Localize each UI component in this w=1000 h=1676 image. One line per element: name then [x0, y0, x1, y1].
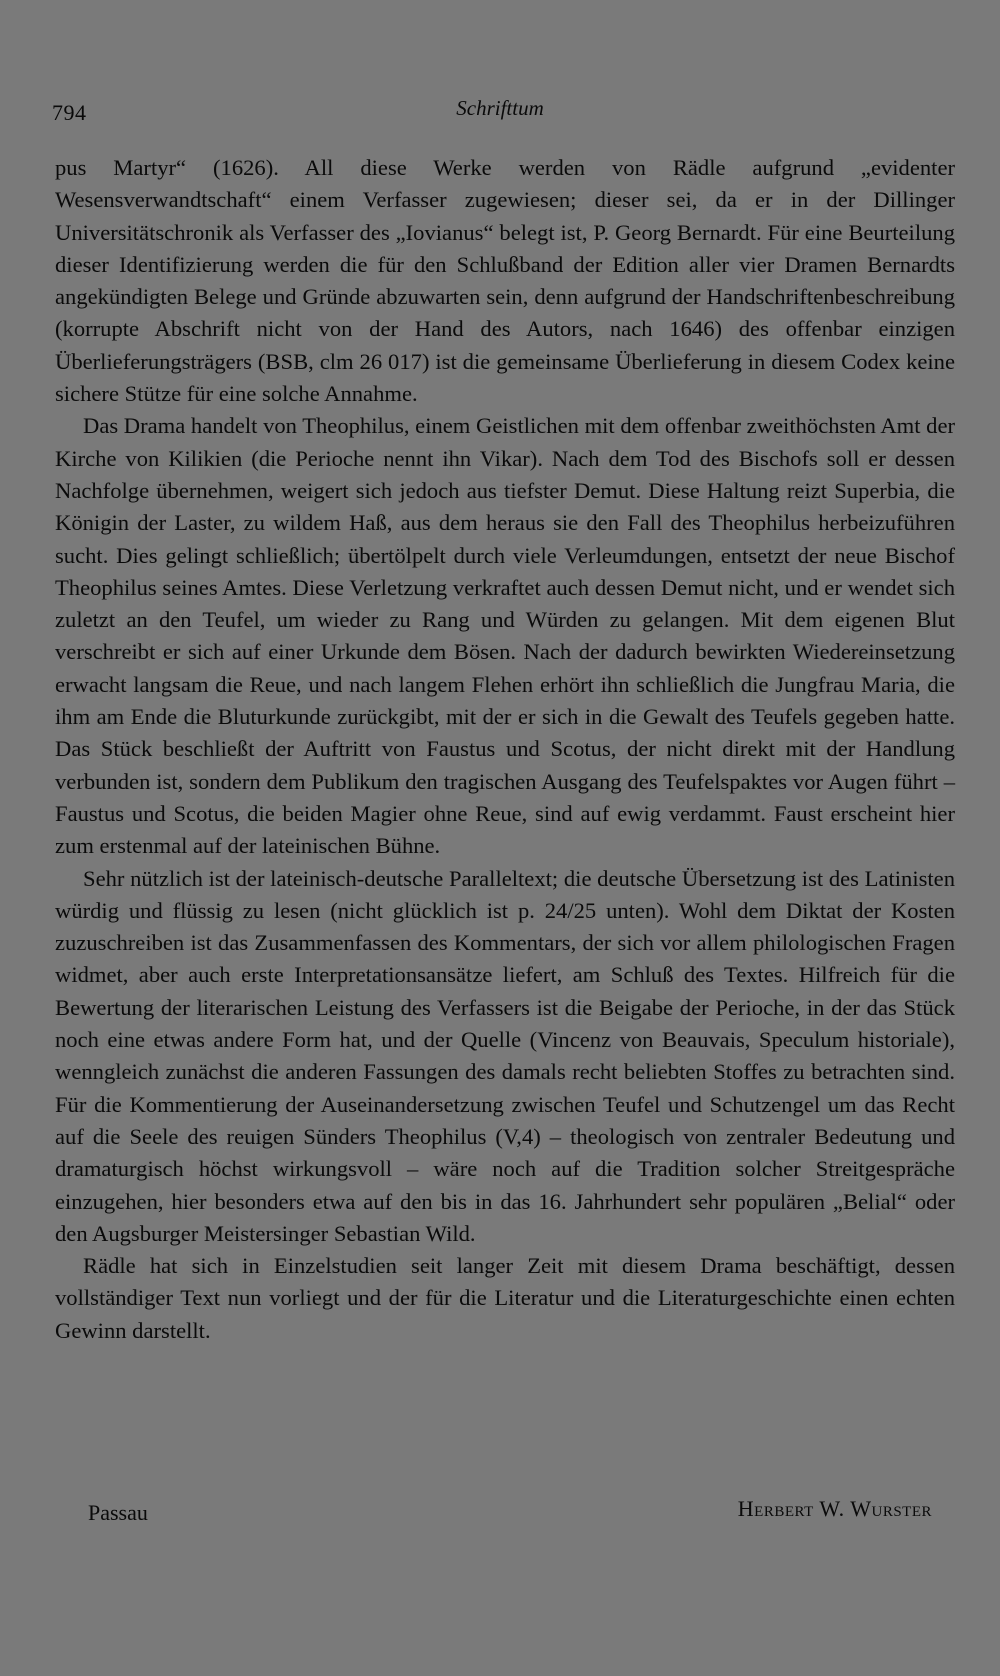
paragraph: pus Martyr“ (1626). All diese Werke werden von Rädle aufgrund „evidenter Wesensverwandtschaft“ einem Verfasser zugewiesen; dieser sei, da er in der Dillinger Universitätschronik als Verfasser des „Iovianus“ belegt ist, P. Georg Bernardt. Für eine Beurteilung dieser Identifizierung werden die für den Schlußband der Edition aller vier Dramen Bernardts angekündigten Belege und Gründe abzuwarten sein, denn aufgrund der Handschriftenbeschreibung (korrupte Abschrift nicht von der Hand des Autors, nach 1646) des offenbar einzigen Überlieferungsträgers (BSB, clm 26 017) ist die gemeinsame Überlieferung in diesem Codex keine sichere Stütze für eine solche Annahme.: [55, 155, 955, 407]
signature-author: Herbert W. Wurster: [737, 1496, 932, 1521]
paragraph: Sehr nützlich ist der lateinisch-deutsche Paralleltext; die deutsche Übersetzung ist des Latinisten würdig und flüssig zu lesen (nicht glücklich ist p. 24/25 unten). Wohl dem Diktat der Kosten zuzuschreiben ist das Zusammenfassen des Kommentars, der sich vor allem philologischen Fragen widmet, aber auch erste Interpretationsansätze liefert, am Schluß des Textes. Hilfreich für die Bewertung der literarischen Leistung des Verfassers ist die Beigabe der Perioche, in der das Stück noch eine etwas andere Form hat, und der Quelle (Vincenz von Beauvais, Speculum historiale), wenngleich zunächst die anderen Fassungen des damals recht beliebten Stoffes zu betrachten sind. Für die Kommentierung der Auseinandersetzung zwischen Teufel und Schutzengel um das Recht auf die Seele des reuigen Sünders Theophilus (V,4) – theologisch von zentraler Bedeutung und dramaturgisch höchst wirkungsvoll – wäre noch auf die Tradition solcher Streitgespräche einzugehen, hier besonders etwa auf den bis in das 16. Jahrhundert sehr populären „Belial“ oder den Augsburger Meistersinger Sebastian Wild.: [55, 865, 955, 1246]
running-title: Schrifttum: [456, 96, 544, 120]
signature-block: [0, 1496, 1000, 1530]
paragraph: Rädle hat sich in Einzelstudien seit langer Zeit mit diesem Drama beschäftigt, dessen vollständiger Text nun vorliegt und der für die Literatur und die Literaturgeschichte einen echten Gewinn darstellt.: [55, 1253, 955, 1343]
page-number: 794: [52, 100, 87, 125]
signature-place: Passau: [88, 1500, 148, 1525]
paragraph: Das Drama handelt von Theophilus, einem Geistlichen mit dem offenbar zweithöchsten Amt der Kirche von Kilikien (die Perioche nennt ihn Vikar). Nach dem Tod des Bischofs soll er dessen Nachfolge übernehmen, weigert sich jedoch aus tiefster Demut. Diese Haltung reizt Superbia, die Königin der Laster, zu wildem Haß, aus dem heraus sie den Fall des Theophilus herbeizuführen sucht. Dies gelingt schließlich; übertölpelt durch viele Verleumdungen, entsetzt der neue Bischof Theophilus seines Amtes. Diese Verletzung verkraftet auch dessen Demut nicht, und er wendet sich zuletzt an den Teufel, um wieder zu Rang und Würden zu gelangen. Mit dem eigenen Blut verschreibt er sich auf einer Urkunde dem Bösen. Nach der dadurch bewirkten Wiedereinsetzung erwacht langsam die Reue, und nach langem Flehen erhört ihn schließlich die Jungfrau Maria, die ihm am Ende die Bluturkunde zurückgibt, mit der er sich in die Gewalt des Teufels gegeben hatte. Das Stück beschließt der Auftritt von Faustus und Scotus, der nicht direkt mit der Handlung verbunden ist, sondern dem Publikum den tragischen Ausgang des Teufelspaktes vor Augen führt – Faustus und Scotus, die beiden Magier ohne Reue, sind auf ewig verdammt. Faust erscheint hier zum erstenmal auf der lateinischen Bühne.: [55, 413, 955, 859]
body-text: [55, 152, 955, 1347]
